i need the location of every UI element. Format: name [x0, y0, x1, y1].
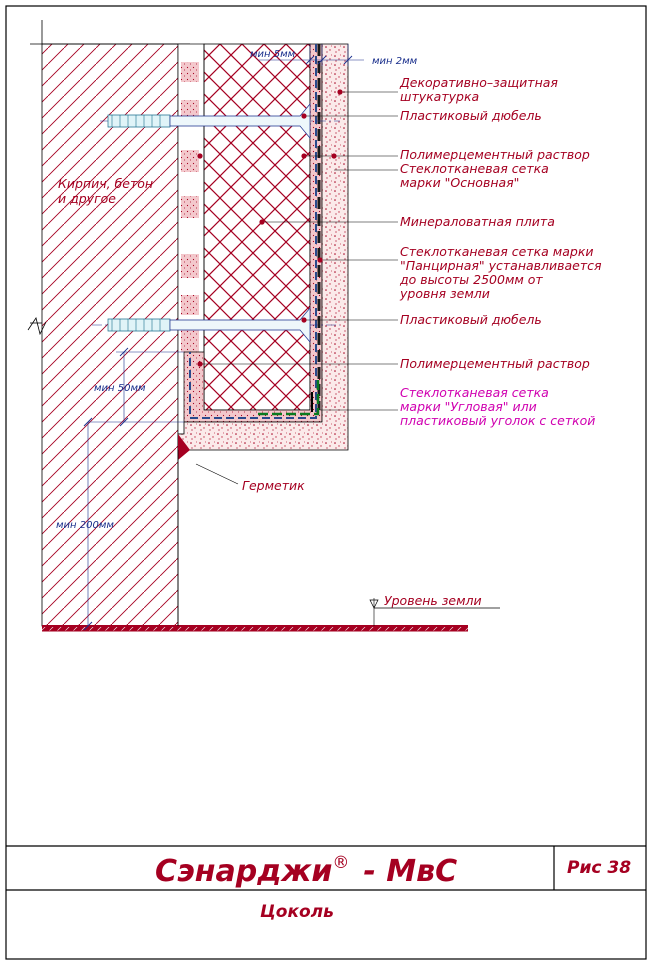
label-mesh-armor-2: "Панцирная" устанавливается	[400, 258, 602, 273]
dim-min-5: мин 5мм	[250, 49, 296, 60]
label-mesh-armor-4: уровня земли	[400, 286, 490, 301]
label-decor-plaster-1: Декоративно–защитная	[400, 75, 558, 90]
label-mesh-main-2: марки "Основная"	[400, 175, 520, 190]
brand-title: Сэнарджи® - МвС	[155, 853, 458, 889]
label-dowel-top: Пластиковый дюбель	[400, 108, 542, 123]
label-mesh-armor-3: до высоты 2500мм от	[400, 272, 543, 287]
dim-min-50: мин 50мм	[94, 383, 146, 394]
label-decor-plaster-2: штукатурка	[400, 89, 480, 104]
label-substrate-1: Кирпич, бетон	[58, 176, 154, 191]
label-sealant: Герметик	[242, 478, 305, 493]
label-mesh-main-1: Стеклотканевая сетка	[400, 161, 549, 176]
label-mortar-bottom: Полимерцементный раствор	[400, 356, 590, 371]
label-mortar-top: Полимерцементный раствор	[400, 147, 590, 162]
figure-number: Рис 38	[567, 858, 632, 878]
label-mesh-corner-3: пластиковый уголок с сеткой	[400, 413, 596, 428]
label-mesh-corner-2: марки "Угловая" или	[400, 399, 537, 414]
dim-min-2: мин 2мм	[372, 56, 418, 67]
label-mesh-armor-1: Стеклотканевая сетка марки	[400, 244, 594, 259]
label-substrate-2: и другое	[58, 191, 116, 206]
mineral-wool-board	[204, 44, 310, 410]
dim-min-200: мин 200мм	[56, 520, 114, 531]
drawing-subtitle: Цоколь	[260, 902, 334, 922]
label-mineral-wool: Минераловатная плита	[400, 214, 555, 229]
label-ground: Уровень земли	[384, 593, 482, 608]
label-dowel-bottom: Пластиковый дюбель	[400, 312, 542, 327]
label-mesh-corner-1: Стеклотканевая сетка	[400, 385, 549, 400]
